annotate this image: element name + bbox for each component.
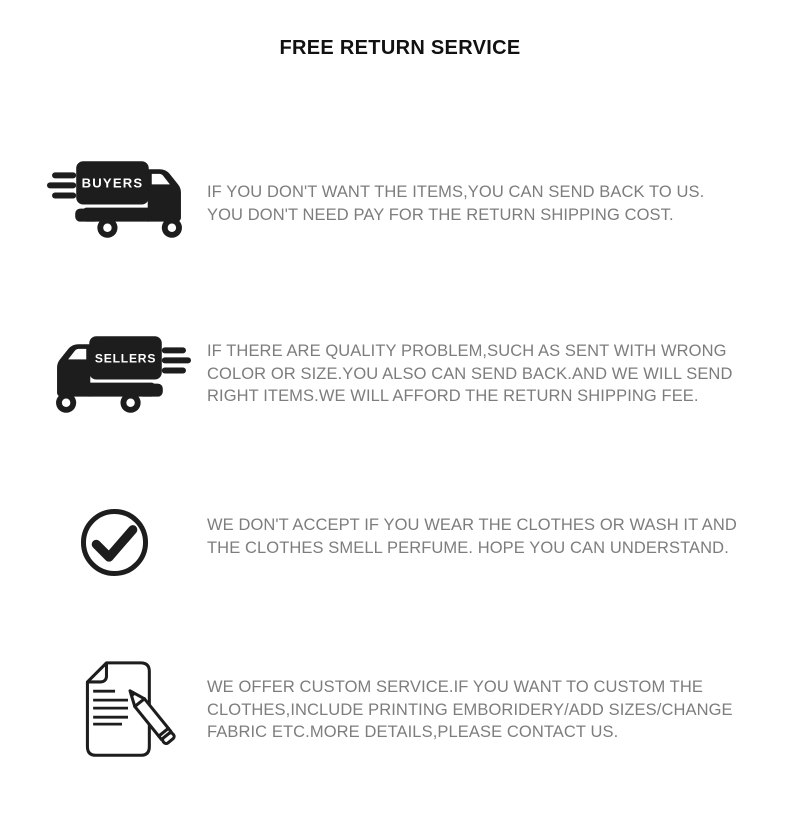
text-line: CLOTHES,INCLUDE PRINTING EMBORIDERY/ADD SIZES/CHANGE: [207, 700, 733, 719]
text-line: YOU DON'T NEED PAY FOR THE RETURN SHIPPING COST.: [207, 205, 674, 224]
text-line: WE OFFER CUSTOM SERVICE.IF YOU WANT TO CUSTOM THE: [207, 678, 703, 696]
document-pencil-icon: [76, 658, 176, 768]
sellers-truck-icon: [50, 330, 191, 420]
text-line: WE DON'T ACCEPT IF YOU WEAR THE CLOTHES OR WASH IT AND: [207, 516, 737, 534]
page-title: FREE RETURN SERVICE: [279, 37, 521, 59]
text-line: FABRIC ETC.MORE DETAILS,PLEASE CONTACT US.: [207, 723, 619, 741]
text-line: COLOR OR SIZE.YOU ALSO CAN SEND BACK.AND WE WILL SEND: [207, 364, 733, 383]
sellers-truck-label: SELLERS: [94, 351, 157, 366]
text-line: IF THERE ARE QUALITY PROBLEM,SUCH AS SENT WITH WRONG: [207, 342, 727, 360]
wear-policy-text: [207, 514, 737, 559]
text-line: IF YOU DON'T WANT THE ITEMS,YOU CAN SEND BACK TO US.: [207, 183, 705, 201]
buyers-truck-label: BUYERS: [81, 175, 144, 191]
checkmark-circle-icon: [78, 506, 151, 584]
custom-service-text: [207, 676, 733, 744]
buyers-truck-icon: [47, 155, 188, 245]
return-policy-sellers-text: [207, 340, 732, 408]
return-policy-buyers-text: [207, 181, 704, 226]
text-line: RIGHT ITEMS.WE WILL AFFORD THE RETURN SHIPPING FEE.: [207, 387, 699, 405]
text-line: THE CLOTHES SMELL PERFUME. HOPE YOU CAN UNDERSTAND.: [207, 538, 729, 557]
